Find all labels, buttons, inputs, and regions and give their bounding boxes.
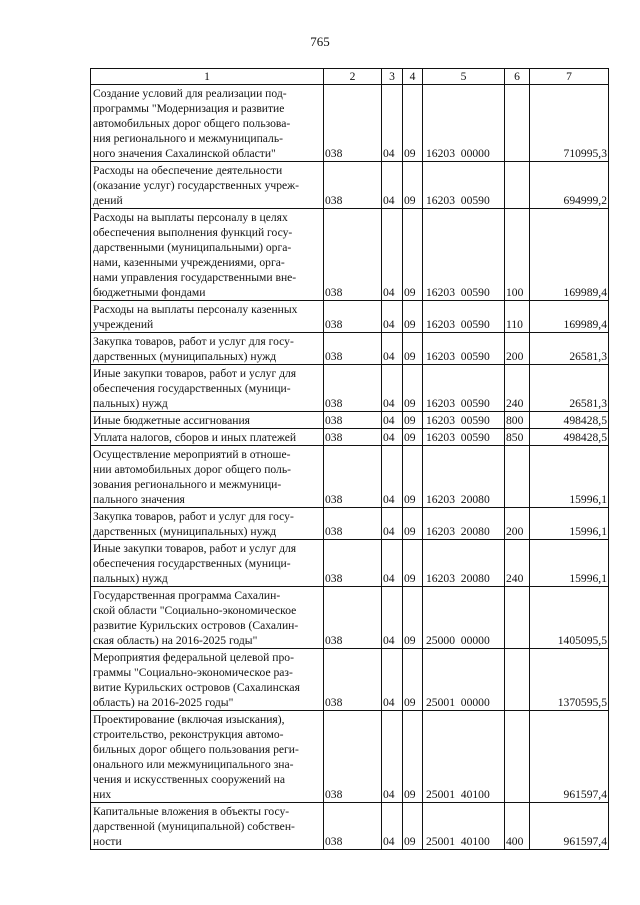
subsection-code-cell: 09 [403,587,423,649]
description-line: Закупка товаров, работ и услуг для госу- [93,510,294,523]
section-code-cell: 04 [382,711,403,803]
description-line: программы "Модернизация и развитие [93,102,285,115]
table-row [91,540,609,587]
description-cell [91,711,324,803]
table-row [91,711,609,803]
description-line: Осуществление мероприятий в отноше- [93,448,291,461]
expense-type-cell [505,446,530,508]
description-line: чения и искусственных сооружений на [93,773,286,786]
description-line: Расходы на обеспечение деятельности [93,164,283,177]
description-line: нами, казенными учреждениями, орга- [93,256,285,269]
expense-type-cell: 400 [505,803,530,850]
description-line: Капитальные вложения в объекты госу- [93,805,290,818]
subsection-code-cell: 09 [403,508,423,540]
description-line: обеспечения государственных (муници- [93,557,291,570]
ministry-code-cell: 038 [324,711,382,803]
description-line: дарственных (муниципальных) нужд [93,525,277,538]
section-code-cell: 04 [382,587,403,649]
description-line: Иные закупки товаров, работ и услуг для [93,367,297,380]
section-code-cell: 04 [382,412,403,429]
ministry-code-cell: 038 [324,365,382,412]
amount-cell: 169989,4 [530,301,609,333]
amount-cell: 1405095,5 [530,587,609,649]
target-article-cell: 16203 00590 [423,365,505,412]
description-line: Мероприятия федеральной целевой про- [93,651,294,664]
subsection-code-cell: 09 [403,301,423,333]
subsection-code-cell: 09 [403,162,423,209]
target-article-cell: 16203 00590 [423,162,505,209]
amount-cell: 15996,1 [530,446,609,508]
description-cell [91,85,324,162]
description-line: пальных) нужд [93,397,168,410]
target-article-cell: 16203 00590 [423,412,505,429]
description-cell [91,301,324,333]
expense-type-cell [505,711,530,803]
description-line: них [93,788,112,801]
expense-type-cell [505,162,530,209]
header-cell: 5 [423,69,505,85]
description-cell [91,209,324,301]
ministry-code-cell: 038 [324,446,382,508]
description-cell [91,649,324,711]
description-line: пальных) нужд [93,572,168,585]
expense-type-cell: 800 [505,412,530,429]
target-article-cell: 16203 00590 [423,209,505,301]
description-line: Расходы на выплаты персоналу в целях [93,211,288,224]
section-code-cell: 04 [382,365,403,412]
description-cell [91,540,324,587]
description-line: ности [93,835,122,848]
description-line: пального значения [93,493,185,506]
description-line: граммы "Социально-экономическое раз- [93,666,293,679]
description-line: Расходы на выплаты персоналу казенных [93,303,298,316]
description-cell [91,162,324,209]
description-line: Закупка товаров, работ и услуг для госу- [93,335,294,348]
description-line: онального или межмуниципального зна- [93,758,294,771]
description-line: обеспечения государственных (муници- [93,382,291,395]
subsection-code-cell: 09 [403,412,423,429]
table-row [91,85,609,162]
table-row [91,803,609,850]
expense-type-cell: 240 [505,540,530,587]
section-code-cell: 04 [382,301,403,333]
section-code-cell: 04 [382,508,403,540]
target-article-cell: 16203 20080 [423,446,505,508]
expense-type-cell: 200 [505,508,530,540]
expense-type-cell: 110 [505,301,530,333]
ministry-code-cell: 038 [324,803,382,850]
description-line: (оказание услуг) государственных учреж- [93,179,300,192]
description-cell [91,365,324,412]
section-code-cell: 04 [382,162,403,209]
description-line: автомобильных дорог общего пользова- [93,117,291,130]
description-line: обеспечения выполнения функций госу- [93,226,293,239]
ministry-code-cell: 038 [324,649,382,711]
table-row [91,587,609,649]
amount-cell: 15996,1 [530,508,609,540]
table-row [91,429,609,446]
expense-type-cell: 100 [505,209,530,301]
section-code-cell: 04 [382,85,403,162]
description-cell [91,803,324,850]
ministry-code-cell: 038 [324,162,382,209]
description-line: витие Курильских островов (Сахалинская [93,681,300,694]
description-line: строительство, реконструкция автомо- [93,728,284,741]
amount-cell: 498428,5 [530,412,609,429]
description-cell [91,429,324,446]
header-cell: 1 [91,69,324,85]
subsection-code-cell: 09 [403,85,423,162]
budget-table [90,68,609,850]
description-line: Иные закупки товаров, работ и услуг для [93,542,297,555]
description-line: Иные бюджетные ассигнования [93,414,250,427]
subsection-code-cell: 09 [403,803,423,850]
description-cell [91,333,324,365]
ministry-code-cell: 038 [324,85,382,162]
description-line: бюджетными фондами [93,286,206,299]
header-cell: 7 [530,69,609,85]
subsection-code-cell: 09 [403,540,423,587]
description-line: зования регионального и межмуници- [93,478,282,491]
ministry-code-cell: 038 [324,412,382,429]
target-article-cell: 16203 00000 [423,85,505,162]
target-article-cell: 25001 40100 [423,803,505,850]
description-line: ного значения Сахалинской области" [93,147,276,160]
description-line: дарственными (муниципальными) орга- [93,241,292,254]
description-line: область) на 2016-2025 годы" [93,696,234,709]
description-line: нами управления государственными вне- [93,271,297,284]
subsection-code-cell: 09 [403,711,423,803]
amount-cell: 26581,3 [530,333,609,365]
table-row [91,365,609,412]
description-line: ская область) на 2016-2025 годы" [93,634,258,647]
table-row [91,508,609,540]
description-line: Создание условий для реализации под- [93,87,287,100]
ministry-code-cell: 038 [324,301,382,333]
subsection-code-cell: 09 [403,649,423,711]
section-code-cell: 04 [382,649,403,711]
section-code-cell: 04 [382,803,403,850]
section-code-cell: 04 [382,333,403,365]
description-line: Проектирование (включая изыскания), [93,713,285,726]
amount-cell: 498428,5 [530,429,609,446]
description-line: Уплата налогов, сборов и иных платежей [93,431,297,444]
description-line: Государственная программа Сахалин- [93,589,281,602]
description-line: учреждений [93,318,154,331]
description-line: ской области "Социально-экономическое [93,604,297,617]
description-line: дений [93,194,123,207]
header-cell: 2 [324,69,382,85]
amount-cell: 961597,4 [530,711,609,803]
header-cell: 3 [382,69,403,85]
expense-type-cell [505,85,530,162]
expense-type-cell [505,587,530,649]
target-article-cell: 16203 00590 [423,333,505,365]
ministry-code-cell: 038 [324,508,382,540]
amount-cell: 26581,3 [530,365,609,412]
amount-cell: 169989,4 [530,209,609,301]
section-code-cell: 04 [382,446,403,508]
description-line: дарственных (муниципальных) нужд [93,350,277,363]
ministry-code-cell: 038 [324,333,382,365]
table-row [91,162,609,209]
expense-type-cell: 850 [505,429,530,446]
subsection-code-cell: 09 [403,333,423,365]
target-article-cell: 25001 00000 [423,649,505,711]
table-row [91,412,609,429]
ministry-code-cell: 038 [324,540,382,587]
expense-type-cell [505,649,530,711]
section-code-cell: 04 [382,540,403,587]
amount-cell: 15996,1 [530,540,609,587]
section-code-cell: 04 [382,429,403,446]
description-cell [91,508,324,540]
description-line: нии автомобильных дорог общего поль- [93,463,291,476]
target-article-cell: 16203 20080 [423,540,505,587]
target-article-cell: 25001 40100 [423,711,505,803]
subsection-code-cell: 09 [403,365,423,412]
table-row [91,446,609,508]
table-row [91,301,609,333]
description-cell [91,412,324,429]
ministry-code-cell: 038 [324,429,382,446]
expense-type-cell: 240 [505,365,530,412]
target-article-cell: 16203 00590 [423,429,505,446]
description-cell [91,446,324,508]
description-line: ния регионального и межмуниципаль- [93,132,283,145]
expense-type-cell: 200 [505,333,530,365]
description-line: бильных дорог общего пользования реги- [93,743,299,756]
ministry-code-cell: 038 [324,209,382,301]
table-row [91,209,609,301]
amount-cell: 1370595,5 [530,649,609,711]
description-line: развитие Курильских островов (Сахалин- [93,619,299,632]
subsection-code-cell: 09 [403,209,423,301]
subsection-code-cell: 09 [403,429,423,446]
table-row [91,333,609,365]
amount-cell: 961597,4 [530,803,609,850]
header-cell: 6 [505,69,530,85]
target-article-cell: 25000 00000 [423,587,505,649]
section-code-cell: 04 [382,209,403,301]
description-line: дарственной (муниципальной) собствен- [93,820,295,833]
target-article-cell: 16203 00590 [423,301,505,333]
page-number: 765 [310,34,330,49]
subsection-code-cell: 09 [403,446,423,508]
amount-cell: 694999,2 [530,162,609,209]
description-cell [91,587,324,649]
ministry-code-cell: 038 [324,587,382,649]
target-article-cell: 16203 20080 [423,508,505,540]
amount-cell: 710995,3 [530,85,609,162]
header-row [91,69,609,85]
table-row [91,649,609,711]
header-cell: 4 [403,69,423,85]
